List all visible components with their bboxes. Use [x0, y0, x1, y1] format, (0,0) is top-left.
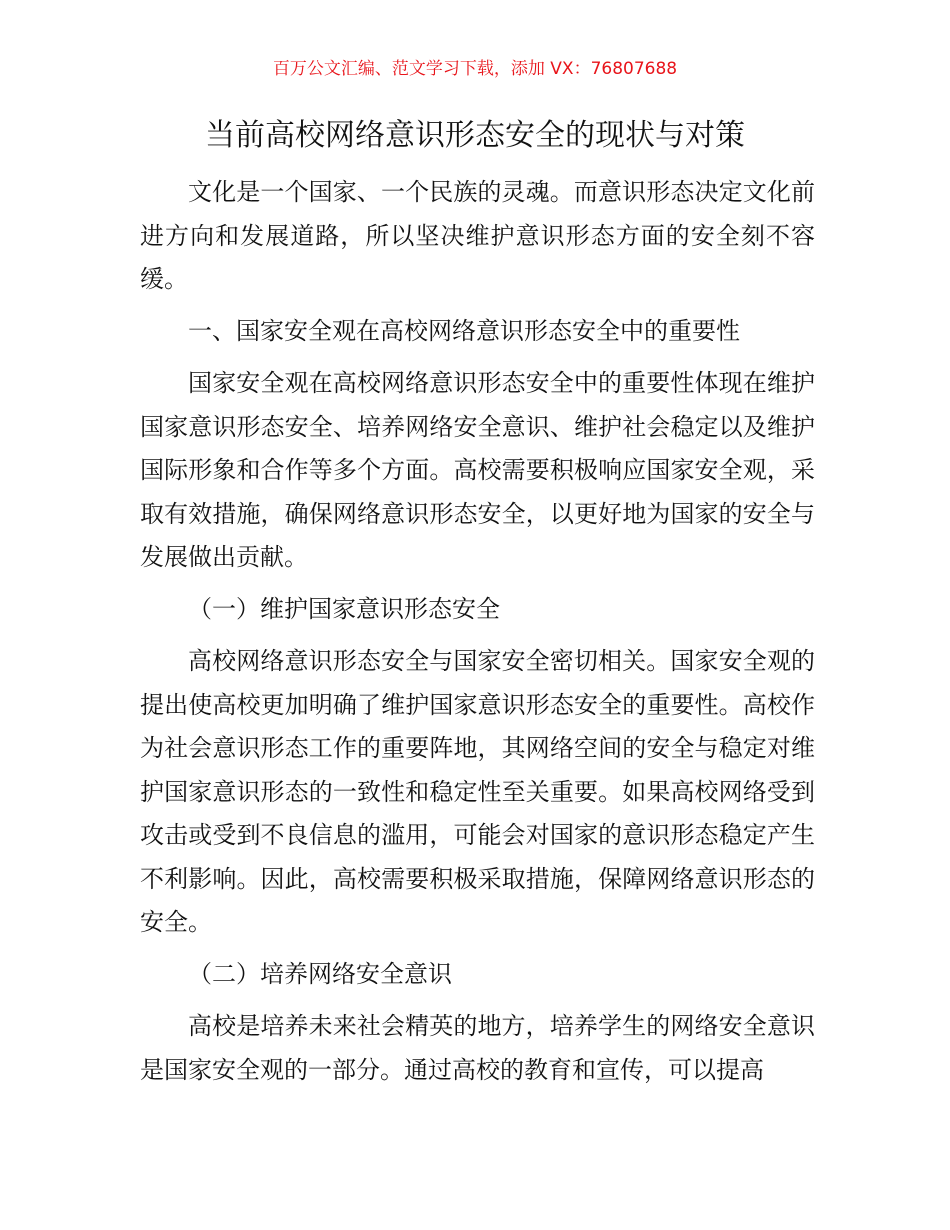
- intro-paragraph: 文化是一个国家、一个民族的灵魂。而意识形态决定文化前进方向和发展道路，所以坚决维护意识形态方面的安全刻不容缓。: [140, 178, 815, 293]
- header-contact-note: 百万公文汇编、范文学习下载，添加 VX：76807688: [272, 59, 678, 79]
- subsection-1-paragraph: 高校网络意识形态安全与国家安全密切相关。国家安全观的提出使高校更加明确了维护国家意识形态安全的重要性。高校作为社会意识形态工作的重要阵地，其网络空间的安全与稳定对维护国家意识形态的一致性和稳定性至关重要。如果高校网络受到攻击或受到不良信息的滥用，可能会对国家的意识形态稳定产生不利影响。因此，高校需要积极采取措施，保障网络意识形态的安全。: [140, 647, 815, 936]
- subsection-2-heading: （二）培养网络安全意识: [188, 960, 452, 988]
- section-1-paragraph: 国家安全观在高校网络意识形态安全中的重要性体现在维护国家意识形态安全、培养网络安全意识、维护社会稳定以及维护国际形象和合作等多个方面。高校需要积极响应国家安全观，采取有效措施，确保网络意识形态安全，以更好地为国家的安全与发展做出贡献。: [140, 369, 815, 571]
- subsection-2-paragraph: 高校是培养未来社会精英的地方，培养学生的网络安全意识是国家安全观的一部分。通过高校的教育和宣传，可以提高: [140, 1012, 815, 1084]
- section-1-heading: 一、国家安全观在高校网络意识形态安全中的重要性: [188, 317, 740, 345]
- document-body: [140, 171, 815, 1092]
- subsection-1-heading: （一）维护国家意识形态安全: [188, 595, 500, 623]
- document-title: 当前高校网络意识形态安全的现状与对策: [205, 118, 745, 153]
